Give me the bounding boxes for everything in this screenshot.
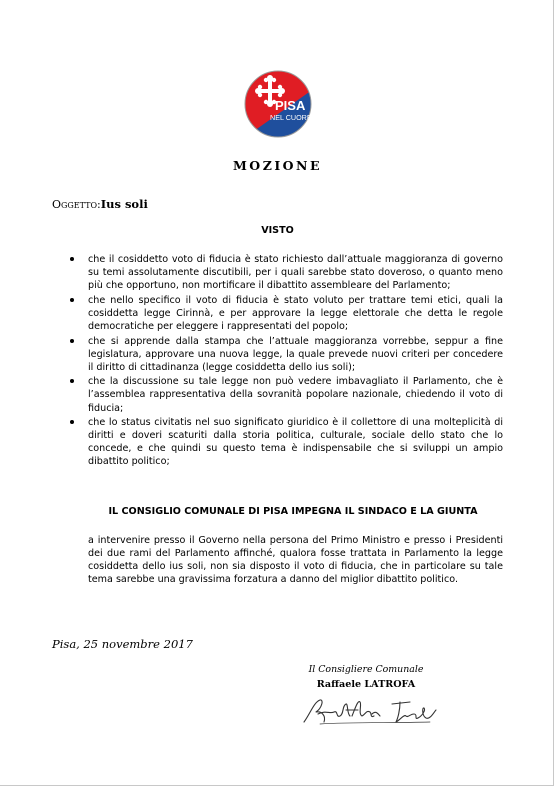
premise-text: che la discussione su tale legge non può vedere imbavagliato il Parlamento, che è l’assemblea rappresentativa della sovranità popolare nazionale, chiedendo il voto di fiducia; xyxy=(88,376,503,414)
pisa-nel-cuore-logo xyxy=(244,70,312,138)
signatory-role: Il Consigliere Comunale xyxy=(308,664,424,675)
logo-text-pisa: PISA xyxy=(275,98,306,113)
subject-label: Oggetto: xyxy=(52,198,101,211)
premise-text: che si apprende dalla stampa che l’attuale maggioranza vorrebbe, seppur a fine legislatura, approvare una nuova legge, la quale prevede nuovi criteri per concedere il diritto di cittadinanza (legge cosiddetta dello ius soli); xyxy=(88,335,503,373)
list-item xyxy=(70,375,503,414)
handwritten-signature xyxy=(300,692,440,728)
council-heading: IL CONSIGLIO COMUNALE DI PISA IMPEGNA IL SINDACO E LA GIUNTA xyxy=(108,506,478,517)
list-item xyxy=(70,294,503,333)
bullet-icon xyxy=(70,420,74,424)
list-item xyxy=(70,416,503,468)
premise-text: che nello specifico il voto di fiducia è stato voluto per trattare temi etici, quali la cosiddetta legge Cirinnà, e per approvare la legge elettorale che detta le regole democratiche per eleggere i rappresentati del popolo; xyxy=(88,294,503,332)
document-date: Pisa, 25 novembre 2017 xyxy=(52,637,193,651)
list-item xyxy=(70,335,503,374)
bullet-icon xyxy=(70,257,74,261)
bullet-icon xyxy=(70,339,74,343)
visto-heading: VISTO xyxy=(261,225,294,236)
signatory-name: Raffaele LATROFA xyxy=(316,679,416,690)
bullet-icon xyxy=(70,379,74,383)
list-item xyxy=(70,253,503,292)
resolution-text: a intervenire presso il Governo nella persona del Primo Ministro e presso i Presidenti dei due rami del Parlamento affinché, qualora fosse trattata in Parlamento la legge cosiddetta dello ius soli, non sia disposto il voto di fiducia, che in particolare su tale tema sarebbe una gravissima forzatura a danno del miglior dibattito politico. xyxy=(88,535,503,586)
logo-text-nel-cuore: NEL CUORE xyxy=(270,113,312,122)
document-title: MOZIONE xyxy=(232,158,323,173)
bullet-icon xyxy=(70,298,74,302)
subject-line xyxy=(52,197,148,211)
premise-text: che lo status civitatis nel suo significato giuridico è il collettore di una molteplicità di diritti e doveri scaturiti dalla storia politica, culturale, sociale dello stato che lo concede, e che quindi su questo tema è indispensabile che si sviluppi un ampio dibattito politico; xyxy=(88,417,503,468)
subject-value: Ius soli xyxy=(100,197,148,211)
premises-list xyxy=(70,253,503,470)
premise-text: che il cosiddetto voto di fiducia è stato richiesto dall’attuale maggioranza di governo su temi assolutamente discutibili, per i quali sarebbe stato doveroso, o quanto meno più che opportuno, non mortificare il dibattito assembleare del Parlamento; xyxy=(88,254,503,292)
